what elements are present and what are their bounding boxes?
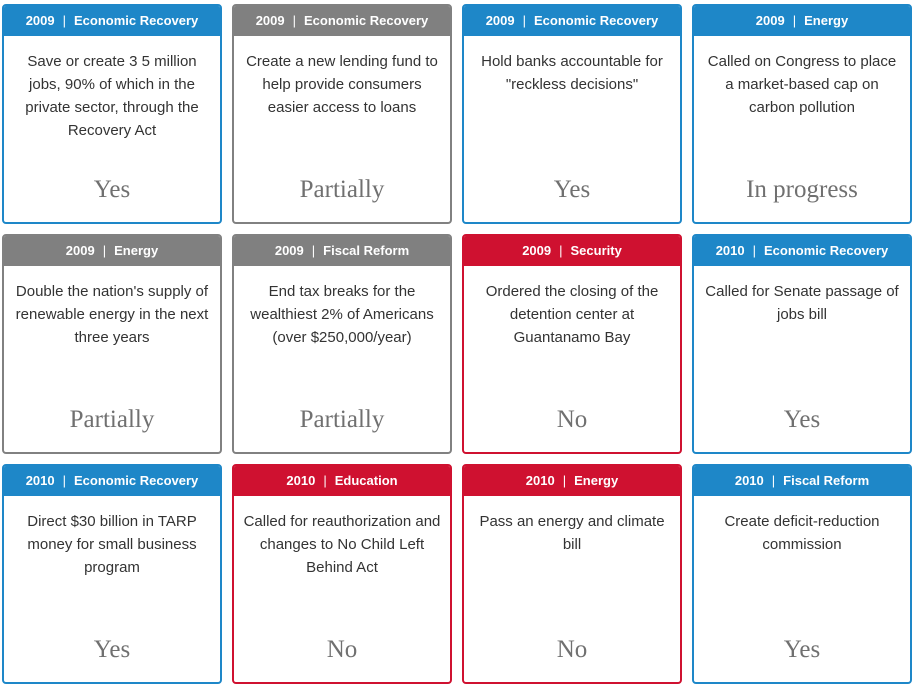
- promise-card[interactable]: [462, 4, 682, 224]
- card-status: Yes: [93, 176, 131, 203]
- card-status: Yes: [553, 176, 591, 203]
- promise-card[interactable]: [232, 464, 452, 684]
- card-status: Yes: [783, 636, 821, 663]
- card-header: [464, 236, 680, 266]
- card-category: Economic Recovery: [74, 473, 199, 488]
- card-category: Energy: [804, 13, 849, 28]
- header-separator: |: [771, 473, 776, 488]
- promise-card[interactable]: [2, 464, 222, 684]
- card-description: Double the nation's supply of renewable energy in the next three years: [15, 283, 209, 346]
- header-separator: |: [559, 243, 563, 258]
- card-year: 2010: [734, 473, 764, 488]
- card-header: [4, 466, 220, 496]
- card-header: [234, 6, 450, 36]
- card-description: Called on Congress to place a market-based cap on carbon pollution: [707, 53, 897, 116]
- card-status: No: [556, 636, 588, 663]
- card-description: Pass an energy and climate bill: [479, 513, 665, 553]
- header-separator: |: [792, 13, 797, 28]
- card-header: [4, 6, 220, 36]
- promise-card[interactable]: [692, 4, 912, 224]
- card-description: Called for reauthorization and changes to No Child Left Behind Act: [243, 513, 441, 576]
- card-category: Fiscal Reform: [323, 243, 410, 258]
- promise-card[interactable]: [232, 234, 452, 454]
- promise-card[interactable]: [692, 464, 912, 684]
- card-description: Create deficit-reduction commission: [724, 513, 880, 553]
- card-status: Partially: [69, 406, 155, 433]
- card-header: [464, 466, 680, 496]
- card-description: Hold banks accountable for "reckless decisions": [481, 53, 663, 93]
- header-separator: |: [62, 473, 67, 488]
- header-separator: |: [522, 13, 527, 28]
- card-header: [234, 236, 450, 266]
- card-year: 2009: [522, 243, 552, 258]
- card-year: 2009: [255, 13, 285, 28]
- header-separator: |: [102, 243, 107, 258]
- header-separator: |: [62, 13, 67, 28]
- card-year: 2010: [286, 473, 316, 488]
- card-status: Partially: [299, 406, 385, 433]
- card-header: [464, 6, 680, 36]
- promise-card-grid: [2, 4, 912, 684]
- card-category: Economic Recovery: [304, 13, 429, 28]
- card-year: 2010: [715, 243, 745, 258]
- promise-card[interactable]: [692, 234, 912, 454]
- card-category: Economic Recovery: [534, 13, 659, 28]
- promise-card[interactable]: [2, 4, 222, 224]
- header-separator: |: [562, 473, 567, 488]
- card-status: In progress: [746, 176, 858, 203]
- card-year: 2009: [755, 13, 785, 28]
- card-status: Yes: [783, 406, 821, 433]
- header-separator: |: [323, 473, 327, 488]
- promise-card[interactable]: [462, 234, 682, 454]
- card-category: Economic Recovery: [74, 13, 199, 28]
- card-header: [694, 6, 910, 36]
- card-year: 2009: [485, 13, 515, 28]
- card-header: [4, 236, 220, 266]
- header-separator: |: [752, 243, 757, 258]
- card-header: [694, 236, 910, 266]
- card-year: 2009: [274, 243, 304, 258]
- card-year: 2010: [25, 473, 55, 488]
- card-description: End tax breaks for the wealthiest 2% of Americans (over $250,000/year): [250, 283, 434, 346]
- card-year: 2009: [65, 243, 95, 258]
- card-status: Yes: [93, 636, 131, 663]
- header-separator: |: [311, 243, 316, 258]
- card-header: [234, 466, 450, 496]
- card-description: Save or create 3 5 million jobs, 90% of which in the private sector, through the Recovery Act: [25, 53, 199, 139]
- card-status: No: [556, 406, 588, 433]
- card-status: No: [326, 636, 358, 663]
- card-category: Security: [570, 243, 622, 258]
- card-description: Direct $30 billion in TARP money for small business program: [27, 513, 197, 576]
- promise-card[interactable]: [2, 234, 222, 454]
- promise-card[interactable]: [462, 464, 682, 684]
- card-description: Ordered the closing of the detention center at Guantanamo Bay: [485, 283, 659, 346]
- card-status: Partially: [299, 176, 385, 203]
- card-category: Education: [334, 473, 398, 488]
- card-category: Energy: [114, 243, 159, 258]
- card-description: Called for Senate passage of jobs bill: [705, 283, 899, 323]
- card-header: [694, 466, 910, 496]
- card-year: 2009: [25, 13, 55, 28]
- card-category: Energy: [574, 473, 619, 488]
- card-category: Fiscal Reform: [783, 473, 870, 488]
- header-separator: |: [292, 13, 297, 28]
- card-year: 2010: [525, 473, 555, 488]
- card-description: Create a new lending fund to help provide consumers easier access to loans: [246, 53, 438, 116]
- promise-card[interactable]: [232, 4, 452, 224]
- card-category: Economic Recovery: [764, 243, 889, 258]
